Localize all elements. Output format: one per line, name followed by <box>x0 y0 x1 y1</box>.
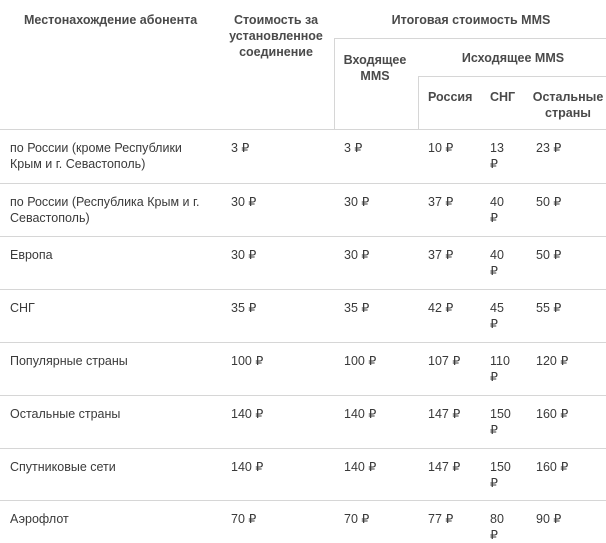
row-cis: 45 ₽ <box>490 301 504 331</box>
row-incoming: 140 ₽ <box>344 407 377 421</box>
row-connection-cost: 35 ₽ <box>231 301 257 315</box>
row-russia: 37 ₽ <box>428 248 454 262</box>
row-other: 160 ₽ <box>536 407 569 421</box>
header-russia: Россия <box>428 90 473 104</box>
row-location: Аэрофлот <box>10 512 69 526</box>
table-row <box>0 343 606 396</box>
header-other-countries: Остальные страны <box>532 90 604 120</box>
row-incoming: 70 ₽ <box>344 512 370 526</box>
row-cis: 150 ₽ <box>490 407 511 437</box>
table-row <box>0 449 606 502</box>
row-cis: 13 ₽ <box>490 141 504 171</box>
row-cis: 40 ₽ <box>490 248 504 278</box>
row-cis: 80 ₽ <box>490 512 504 542</box>
header-vline-2 <box>418 76 419 129</box>
table-row <box>0 184 606 237</box>
row-other: 160 ₽ <box>536 460 569 474</box>
row-cis: 40 ₽ <box>490 195 504 225</box>
row-incoming: 3 ₽ <box>344 141 363 155</box>
row-cis: 150 ₽ <box>490 460 511 490</box>
row-location: по России (Республика Крым и г. Севастополь) <box>10 195 200 225</box>
table-row <box>0 130 606 183</box>
row-incoming: 30 ₽ <box>344 195 370 209</box>
row-russia: 107 ₽ <box>428 354 461 368</box>
table-row <box>0 237 606 290</box>
row-russia: 10 ₽ <box>428 141 454 155</box>
row-russia: 37 ₽ <box>428 195 454 209</box>
row-location: по России (кроме Республики Крым и г. Севастополь) <box>10 141 182 171</box>
row-russia: 77 ₽ <box>428 512 454 526</box>
header-incoming: Входящее MMS <box>343 53 407 83</box>
header-vline-1 <box>334 38 335 129</box>
row-other: 50 ₽ <box>536 195 562 209</box>
row-incoming: 35 ₽ <box>344 301 370 315</box>
row-russia: 147 ₽ <box>428 460 461 474</box>
header-connection-cost: Стоимость за установленное соединение <box>229 13 323 59</box>
table-row <box>0 290 606 343</box>
header-divider-outgoing <box>418 76 606 77</box>
table-row <box>0 501 606 543</box>
row-incoming: 100 ₽ <box>344 354 377 368</box>
row-other: 90 ₽ <box>536 512 562 526</box>
row-connection-cost: 3 ₽ <box>231 141 250 155</box>
row-location: Европа <box>10 248 53 262</box>
row-cis: 110 ₽ <box>490 354 510 384</box>
row-russia: 147 ₽ <box>428 407 461 421</box>
row-location: СНГ <box>10 301 35 315</box>
row-location: Остальные страны <box>10 407 121 421</box>
row-incoming: 30 ₽ <box>344 248 370 262</box>
row-connection-cost: 30 ₽ <box>231 248 257 262</box>
header-outgoing: Исходящее MMS <box>461 51 565 65</box>
row-location: Популярные страны <box>10 354 128 368</box>
row-connection-cost: 70 ₽ <box>231 512 257 526</box>
row-other: 120 ₽ <box>536 354 569 368</box>
row-connection-cost: 30 ₽ <box>231 195 257 209</box>
header-cis: СНГ <box>490 90 516 104</box>
row-other: 50 ₽ <box>536 248 562 262</box>
row-connection-cost: 140 ₽ <box>231 460 264 474</box>
row-connection-cost: 140 ₽ <box>231 407 264 421</box>
row-incoming: 140 ₽ <box>344 460 377 474</box>
header-total-cost: Итоговая стоимость MMS <box>391 13 551 27</box>
row-russia: 42 ₽ <box>428 301 454 315</box>
row-other: 55 ₽ <box>536 301 562 315</box>
header-divider-total <box>334 38 606 39</box>
header-location: Местонахождение абонента <box>24 13 198 27</box>
row-connection-cost: 100 ₽ <box>231 354 264 368</box>
row-location: Спутниковые сети <box>10 460 116 474</box>
row-other: 23 ₽ <box>536 141 562 155</box>
table-row <box>0 396 606 449</box>
